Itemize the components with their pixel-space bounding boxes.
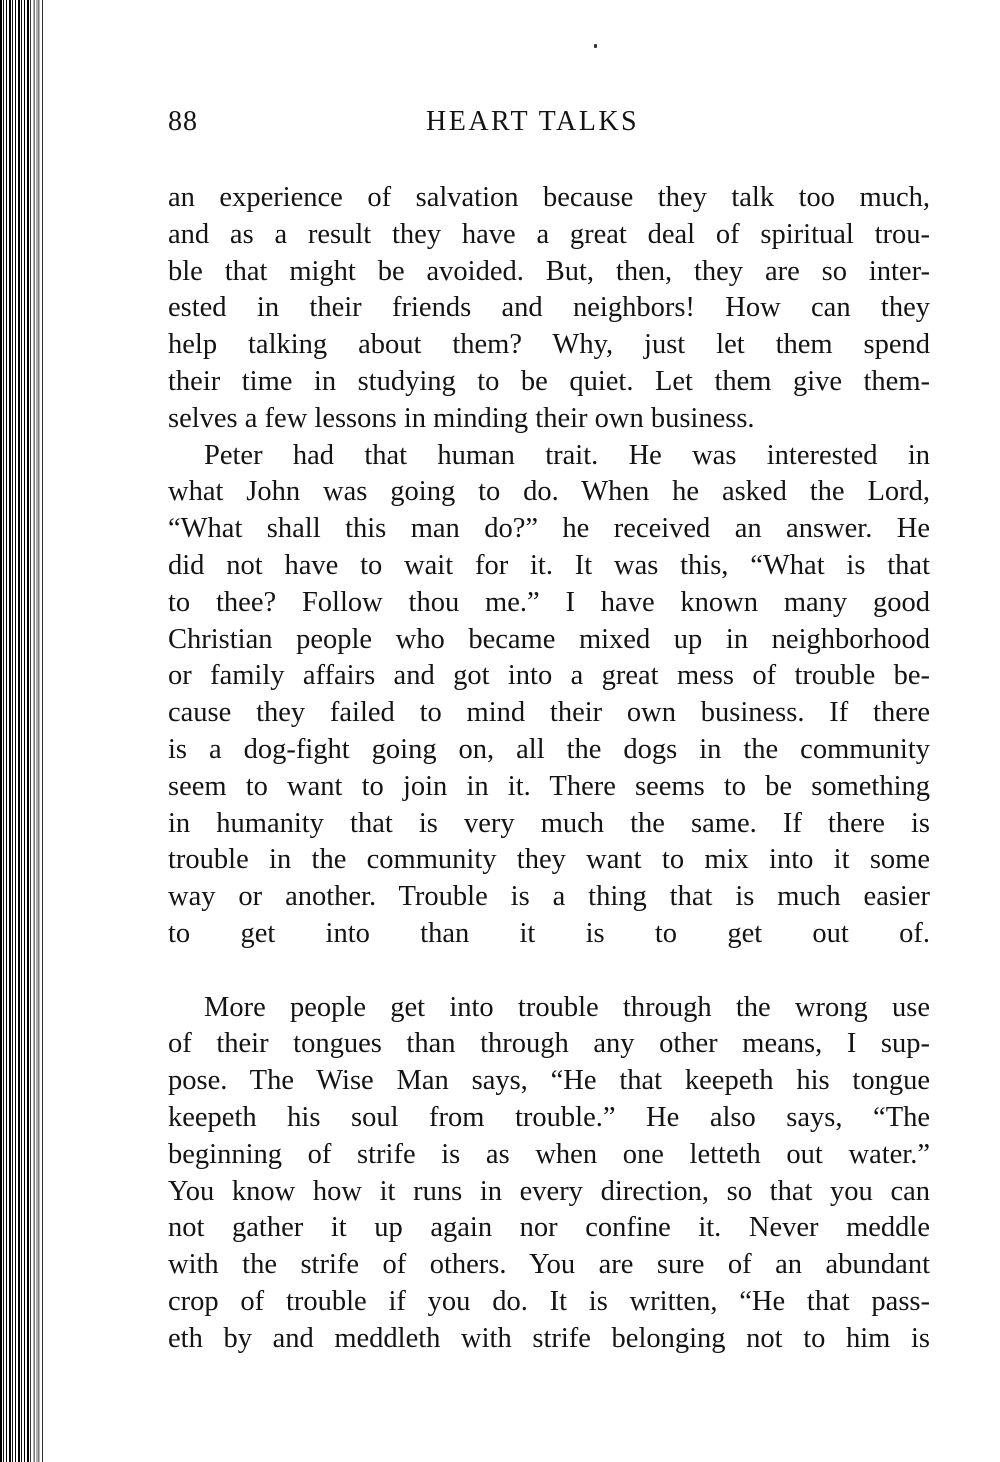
text-line: pose. The Wise Man says, “He that keepeth his tongue bbox=[168, 1065, 930, 1097]
text-line bbox=[168, 953, 930, 990]
text-line: trouble in the community they want to mix into it some bbox=[168, 844, 930, 876]
text-line: what John was going to do. When he asked the Lord, bbox=[168, 476, 930, 508]
text-line: or family affairs and got into a great mess of trouble be- bbox=[168, 660, 930, 692]
book-title: HEART TALKS bbox=[426, 106, 640, 137]
binding-shadow bbox=[30, 0, 44, 1462]
text-line: in humanity that is very much the same. If there is bbox=[168, 807, 930, 839]
text-line: Peter had that human trait. He was interested in bbox=[204, 439, 930, 471]
text-line: ble that might be avoided. But, then, they are so inter- bbox=[168, 255, 930, 287]
text-line: beginning of strife is as when one letteth out water.” bbox=[168, 1138, 930, 1170]
text-line: eth by and meddleth with strife belonging not to him is bbox=[168, 1322, 930, 1354]
text-line: seem to want to join in it. There seems to be something bbox=[168, 770, 930, 802]
text-line: “What shall this man do?” he received an answer. He bbox=[168, 513, 930, 545]
text-line: to get into than it is to get out of. bbox=[168, 917, 930, 949]
paragraph bbox=[168, 990, 930, 1358]
text-line: of their tongues than through any other means, I sup- bbox=[168, 1028, 930, 1060]
text-line: did not have to wait for it. It was this, “What is that bbox=[168, 549, 930, 581]
page-number: 88 bbox=[168, 106, 198, 137]
paragraph bbox=[168, 438, 930, 990]
text-line: to thee? Follow thou me.” I have known many good bbox=[168, 586, 930, 618]
scan-speck bbox=[594, 44, 597, 48]
text-line: cause they failed to mind their own business. If there bbox=[168, 697, 930, 729]
text-line: is a dog-fight going on, all the dogs in the community bbox=[168, 733, 930, 765]
text-line: selves a few lessons in minding their own business. bbox=[168, 402, 755, 434]
text-line: and as a result they have a great deal of spiritual trou- bbox=[168, 218, 930, 250]
paragraph bbox=[168, 180, 930, 438]
text-line: way or another. Trouble is a thing that is much easier bbox=[168, 881, 930, 913]
body-text bbox=[168, 180, 930, 1358]
text-line: with the strife of others. You are sure of an abundant bbox=[168, 1249, 930, 1281]
text-line: their time in studying to be quiet. Let them give them- bbox=[168, 365, 930, 397]
running-head bbox=[168, 106, 928, 146]
text-line: More people get into trouble through the wrong use bbox=[204, 991, 930, 1023]
text-line: Christian people who became mixed up in neighborhood bbox=[168, 623, 930, 655]
text-line: ested in their friends and neighbors! How can they bbox=[168, 292, 930, 324]
text-line: help talking about them? Why, just let them spend bbox=[168, 329, 930, 361]
text-line: not gather it up again nor confine it. Never meddle bbox=[168, 1212, 930, 1244]
text-line: keepeth his soul from trouble.” He also says, “The bbox=[168, 1101, 930, 1133]
text-line: crop of trouble if you do. It is written, “He that pass- bbox=[168, 1285, 930, 1317]
text-line: an experience of salvation because they talk too much, bbox=[168, 182, 930, 213]
text-line: You know how it runs in every direction, so that you can bbox=[168, 1175, 930, 1207]
